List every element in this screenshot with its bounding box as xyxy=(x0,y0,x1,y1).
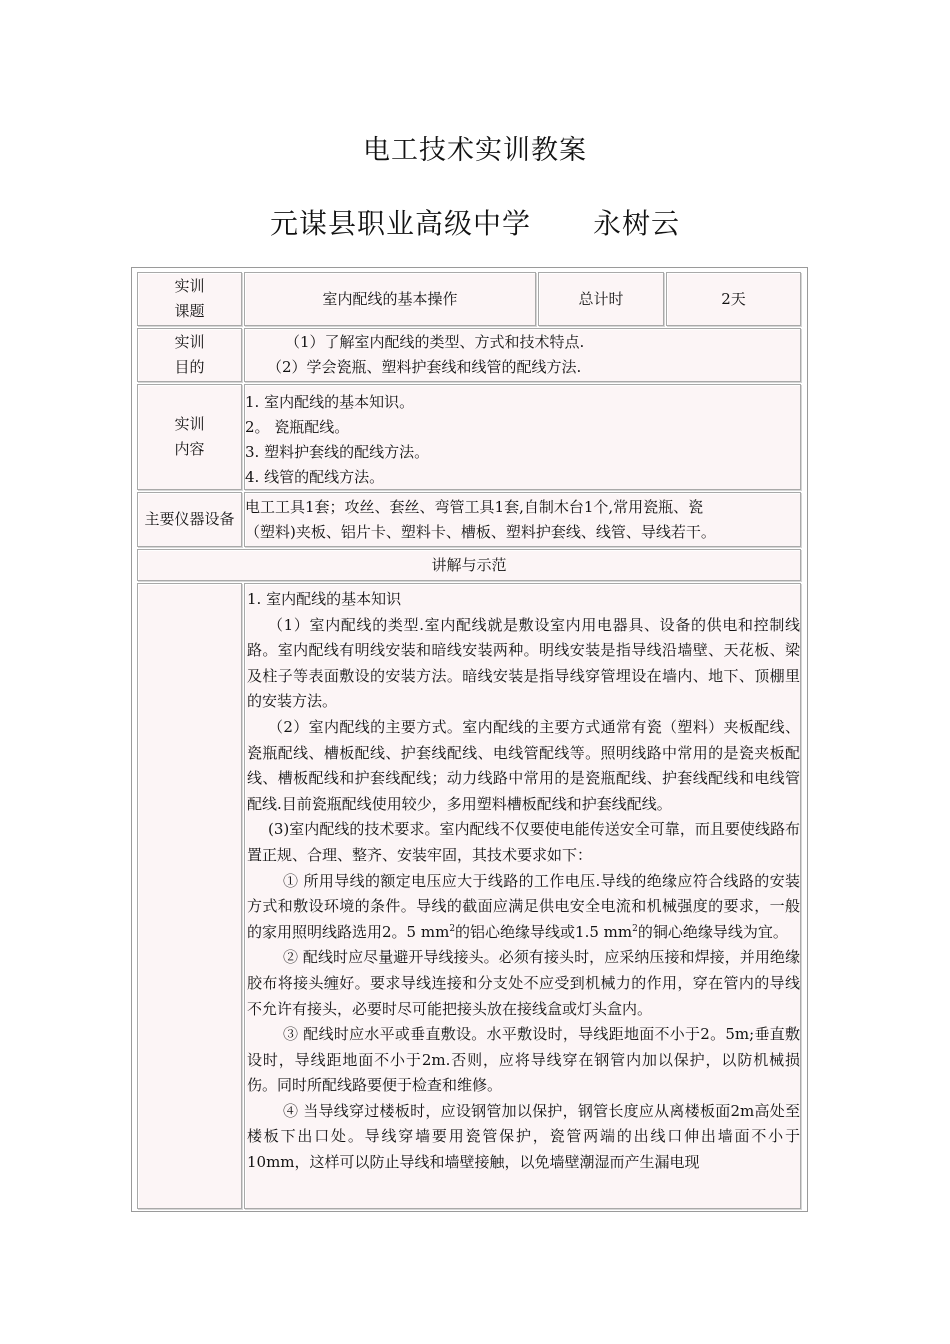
body-left-blank-cell xyxy=(137,583,242,1209)
body-text-run: ① 所用导线的额定电压应大于线路的工作电压.导线的绝缘应符合线路的安装方式和敷设环境的条件。导线的截面应满足供电安全电流和机械强度的要求，一般的家用照明线路选用2。5 mm xyxy=(247,871,800,941)
equipment-content-cell xyxy=(244,492,801,547)
document-title: 电工技术实训教案 xyxy=(363,135,587,166)
equipment-label-cell xyxy=(137,492,242,547)
objective-line: （2）学会瓷瓶、塑料护套线和线管的配线方法. xyxy=(267,358,582,376)
content-label-cell xyxy=(137,384,242,490)
content-list-item: 4. 线管的配线方法。 xyxy=(245,468,385,486)
content-list-item: 3. 塑料护套线的配线方法。 xyxy=(245,443,430,461)
hours-value: 2天 xyxy=(721,289,746,308)
superscript: 2 xyxy=(632,923,638,934)
body-paragraph xyxy=(247,869,800,946)
content-label-line2: 内容 xyxy=(174,440,205,458)
objective-line: （1）了解室内配线的类型、方式和技术特点. xyxy=(285,333,585,351)
content-label-line1: 实训 xyxy=(174,415,205,433)
objective-label-line2: 目的 xyxy=(174,358,205,376)
body-paragraph: 1. 室内配线的基本知识 xyxy=(247,590,402,608)
superscript: 2 xyxy=(449,923,456,934)
section-header: 讲解与示范 xyxy=(431,555,507,574)
section-header-cell xyxy=(137,549,801,581)
topic-value-cell xyxy=(244,272,536,326)
objective-label-line1: 实训 xyxy=(174,333,205,351)
school-name: 元谋县职业高级中学 xyxy=(269,207,531,240)
hours-label: 总计时 xyxy=(578,289,624,308)
content-list-cell xyxy=(244,384,801,490)
body-paragraph: （1）室内配线的类型.室内配线就是敷设室内用电器具、设备的供电和控制线路。室内配线有明线安装和暗线安装两种。明线安装是指导线沿墙壁、天花板、梁及柱子等表面敷设的安装方法。暗线安装是指导线穿管埋设在墙内、地下、顶棚里的安装方法。 xyxy=(247,615,800,711)
topic-value: 室内配线的基本操作 xyxy=(322,289,458,308)
body-text-run: 的铝心绝缘导线或1.5 mm xyxy=(455,922,633,941)
author-name: 永树云 xyxy=(593,207,681,240)
document-subtitle xyxy=(0,202,950,242)
content-list-item: 2。 瓷瓶配线。 xyxy=(245,418,350,436)
topic-label-line1: 实训 xyxy=(174,277,205,295)
hours-label-cell xyxy=(538,272,664,326)
body-paragraph: ② 配线时应尽量避开导线接头。必须有接头时，应采纳压接和焊接，并用绝缘胶布将接头缠好。要求导线连接和分支处不应受到机械力的作用，穿在管内的导线不允许有接头，必要时尽可能把接头放在接线盒或灯头盒内。 xyxy=(247,948,800,1018)
objective-label-cell xyxy=(137,328,242,382)
topic-label-line2: 课题 xyxy=(174,302,205,320)
body-text-run: 的铜心绝缘导线为宜。 xyxy=(637,922,788,941)
body-paragraph: ③ 配线时应水平或垂直敷设。水平敷设时，导线距地面不小于2。5m;垂直敷设时，导线距地面不小于2m.否则，应将导线穿在钢管内加以保护，以防机械损伤。同时所配线路要便于检查和维修。 xyxy=(247,1025,800,1095)
objective-content-cell xyxy=(244,328,801,382)
content-list-item: 1. 室内配线的基本知识。 xyxy=(245,393,415,411)
lesson-plan-table xyxy=(131,267,808,1212)
equipment-label: 主要仪器设备 xyxy=(144,510,235,528)
body-paragraph: ④ 当导线穿过楼板时，应设钢管加以保护，钢管长度应从离楼板面2m高处至楼板下出口处。导线穿墙要用瓷管保护，瓷管两端的出线口伸出墙面不小于10mm，这样可以防止导线和墙壁接触，以免墙壁潮湿而产生漏电现 xyxy=(247,1101,800,1172)
body-text-cell xyxy=(244,583,801,1209)
equipment-line: 电工工具1套；攻丝、套丝、弯管工具1套,自制木台1个,常用瓷瓶、瓷 xyxy=(245,498,704,516)
body-paragraph: (3)室内配线的技术要求。室内配线不仅要使电能传送安全可靠，而且要使线路布置正规、合理、整齐、安装牢固，其技术要求如下： xyxy=(247,820,800,864)
equipment-line: （塑料)夹板、铝片卡、塑料卡、槽板、塑料护套线、线管、导线若干。 xyxy=(245,523,716,541)
body-paragraph: （2）室内配线的主要方式。室内配线的主要方式通常有瓷（塑料）夹板配线、瓷瓶配线、槽板配线、护套线配线、电线管配线等。照明线路中常用的是瓷夹板配线、槽板配线和护套线配线；动力线路中常用的是瓷瓶配线、护套线配线和电线管配线.目前瓷瓶配线使用较少，多用塑料槽板配线和护套线配线。 xyxy=(247,717,800,813)
topic-label-cell xyxy=(137,272,242,326)
hours-value-cell xyxy=(666,272,801,326)
